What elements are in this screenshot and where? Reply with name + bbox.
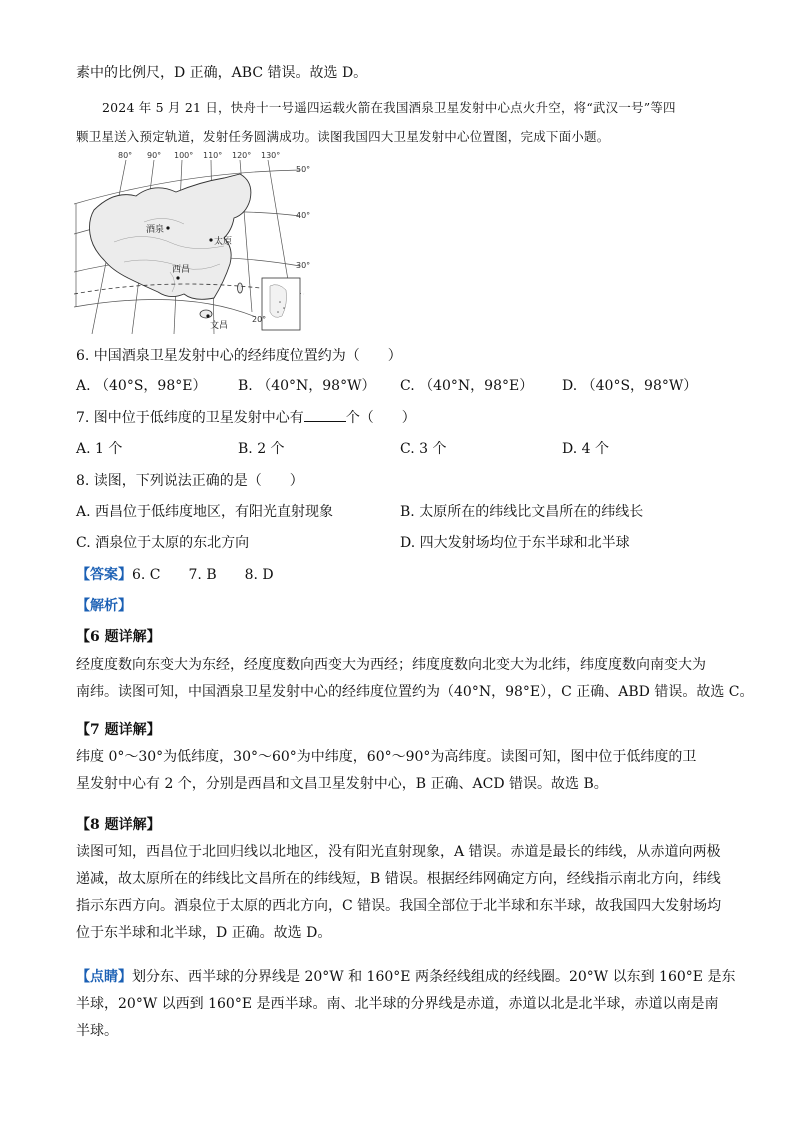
question-7-stem	[76, 407, 416, 427]
question-7-stem-post: 个（ ）	[345, 410, 416, 426]
longitude-label-80: 80°	[118, 152, 133, 160]
detail-8-line-4: 位于东半球和北半球，D 正确。故选 D。	[76, 925, 332, 941]
latitude-label-50: 50°	[296, 165, 311, 174]
city-xichang: 西昌	[172, 265, 191, 275]
longitude-label-110: 110°	[203, 152, 223, 160]
question-7-option-a: A. 1 个	[76, 441, 123, 457]
question-8-option-d: D. 四大发射场均位于东半球和北半球	[400, 535, 630, 551]
detail-8-body	[76, 839, 722, 947]
question-6-option-b: B. （40°N，98°W）	[238, 378, 376, 394]
tip-line-3: 半球。	[76, 1023, 118, 1039]
analysis-tag: 【解析】	[76, 598, 132, 614]
longitude-label-90: 90°	[147, 152, 162, 160]
question-8-option-b: B. 太原所在的纬线比文昌所在的纬线长	[400, 504, 644, 520]
intro-line-2: 颗卫星送入预定轨道，发射任务圆满成功。读图我国四大卫星发射中心位置图，完成下面小题。	[76, 129, 610, 144]
question-7-option-b: B. 2 个	[238, 441, 285, 457]
longitude-label-100: 100°	[174, 152, 194, 160]
question-8-stem: 8. 读图，下列说法正确的是（ ）	[76, 473, 304, 489]
detail-6-line-2: 南纬。读图可知，中国酒泉卫星发射中心的经纬度位置约为（40°N，98°E），C 正确、ABD 错误。故选 C。	[76, 684, 754, 700]
tip-line-2: 半球，20°W 以西到 160°E 是西半球。南、北半球的分界线是赤道，赤道以北是北半球，赤道以南是南	[76, 996, 719, 1012]
latitude-label-20: 20°	[252, 315, 267, 324]
wenchang-marker	[206, 314, 209, 317]
tip-line-1: 划分东、西半球的分界线是 20°W 和 160°E 两条经线组成的经线圈。20°W 以东到 160°E 是东	[132, 969, 736, 985]
city-taiyuan: 太原	[214, 237, 233, 247]
question-6-option-a: A. （40°S，98°E）	[76, 378, 207, 394]
question-6-option-c: C. （40°N，98°E）	[400, 378, 534, 394]
question-7-stem-pre: 7. 图中位于低纬度的卫星发射中心有	[76, 410, 304, 426]
previous-answer-line: 素中的比例尺，D 正确，ABC 错误。故选 D。	[76, 65, 368, 81]
detail-6-title: 【6 题详解】	[76, 629, 161, 645]
detail-6-body	[76, 652, 754, 706]
city-wenchang: 文昌	[210, 321, 229, 331]
detail-7-body	[76, 744, 716, 798]
detail-8-title: 【8 题详解】	[76, 817, 161, 833]
detail-8-line-3: 指示东西方向。酒泉位于太原的西北方向，C 错误。我国全部位于北半球和东半球，故我国四大发射场均	[76, 898, 722, 914]
detail-7-line-2: 星发射中心有 2 个，分别是西昌和文昌卫星发射中心，B 正确、ACD 错误。故选 B。	[76, 776, 608, 792]
city-jiuquan: 酒泉	[146, 225, 165, 235]
question-7-option-c: C. 3 个	[400, 441, 447, 457]
xichang-marker	[176, 276, 179, 279]
answer-tag: 【答案】	[76, 567, 132, 583]
latitude-label-30: 30°	[296, 261, 311, 270]
longitude-label-120: 120°	[232, 152, 252, 160]
question-8-option-c: C. 酒泉位于太原的东北方向	[76, 535, 250, 551]
answer-line	[76, 564, 274, 584]
question-7-option-d: D. 4 个	[562, 441, 609, 457]
taiyuan-marker	[209, 238, 212, 241]
tip-title: 【点睛】	[76, 969, 132, 985]
detail-7-title: 【7 题详解】	[76, 722, 161, 738]
detail-7-line-1: 纬度 0°～30°为低纬度，30°～60°为中纬度，60°～90°为高纬度。读图可知，图中位于低纬度的卫	[76, 749, 697, 765]
latitude-label-40: 40°	[296, 211, 311, 220]
longitude-label-130: 130°	[261, 152, 281, 160]
launch-sites-map	[74, 152, 320, 334]
detail-6-line-1: 经度度数向东变大为东经，经度度数向西变大为西经；纬度度数向北变大为北纬，纬度度数向南变大为	[76, 657, 706, 673]
detail-8-line-1: 读图可知，西昌位于北回归线以北地区，没有阳光直射现象，A 错误。赤道是最长的纬线，从赤道向两极	[76, 844, 721, 860]
detail-8-line-2: 递减，故太原所在的纬线比文昌所在的纬线短，B 错误。根据经纬网确定方向，经线指示南北方向，纬线	[76, 871, 721, 887]
jiuquan-marker	[166, 226, 169, 229]
question-8-option-a: A. 西昌位于低纬度地区，有阳光直射现象	[76, 504, 334, 520]
answer-values: 6. C 7. B 8. D	[132, 567, 274, 583]
question-6-option-d: D. （40°S，98°W）	[562, 378, 698, 394]
question-7-blank	[304, 409, 346, 422]
question-6-stem: 6. 中国酒泉卫星发射中心的经纬度位置约为（ ）	[76, 348, 402, 364]
tip-body	[76, 964, 736, 1045]
intro-line-1: 2024 年 5 月 21 日，快舟十一号遥四运载火箭在我国酒泉卫星发射中心点火升空，将“武汉一号”等四	[102, 100, 676, 115]
